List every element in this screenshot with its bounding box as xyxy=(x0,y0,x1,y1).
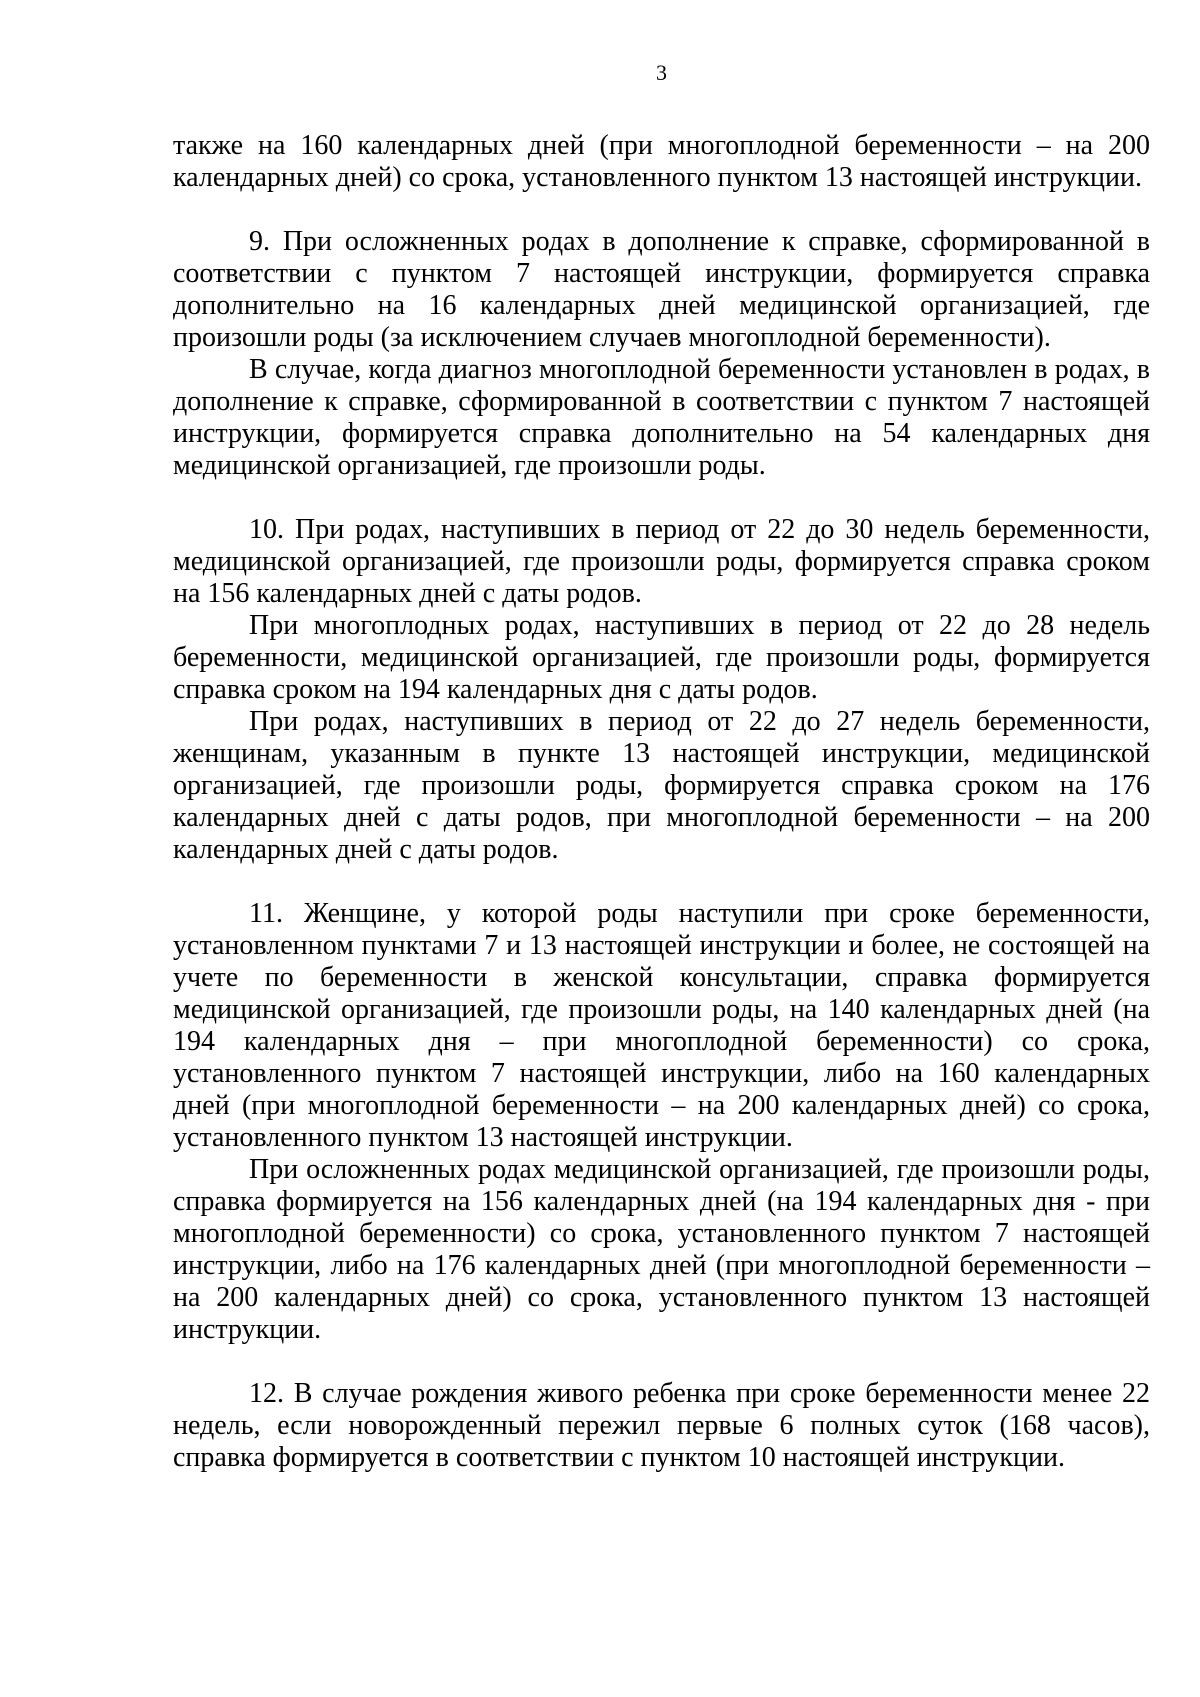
paragraph-item-10-women-item-13: При родах, наступивших в период от 22 до 27 недель беременности, женщинам, указанным в пункте 13 настоящей инструкции, медицинской организацией, где произошли роды, формируется справка сроком на 176 календарных дней с даты родов, при многоплодной беременности – на 200 календарных дней с даты родов. xyxy=(173,706,1150,865)
page-number: 3 xyxy=(656,60,667,85)
paragraph-item-11-complicated-birth: При осложненных родах медицинской организацией, где произошли роды, справка формируется на 156 календарных дней (на 194 календарных дня - при многоплодной беременности) со срока, установленного пунктом 7 настоящей инструкции, либо на 176 календарных дней (при многоплодной беременности – на 200 календарных дней) со срока, установленного пунктом 13 настоящей инструкции. xyxy=(173,1154,1150,1345)
paragraph-continuation: также на 160 календарных дней (при многоплодной беременности – на 200 календарных дней) со срока, установленного пунктом 13 настоящей инструкции. xyxy=(173,130,1150,193)
paragraph-item-9-multiple-pregnancy: В случае, когда диагноз многоплодной беременности установлен в родах, в дополнение к справке, сформированной в соответствии с пунктом 7 настоящей инструкции, формируется справка дополнительно на 54 календарных дня медицинской организацией, где произошли роды. xyxy=(173,354,1150,481)
paragraph-item-11: 11. Женщине, у которой роды наступили при сроке беременности, установленном пунктами 7 и 13 настоящей инструкции и более, не состоящей на учете по беременности в женской консультации, справка формируется медицинской организацией, где произошли роды, на 140 календарных дней (на 194 календарных дня – при многоплодной беременности) со срока, установленного пунктом 7 настоящей инструкции, либо на 160 календарных дней (при многоплодной беременности – на 200 календарных дней) со срока, установленного пунктом 13 настоящей инструкции. xyxy=(173,898,1150,1153)
paragraph-item-9: 9. При осложненных родах в дополнение к справке, сформированной в соответствии с пунктом 7 настоящей инструкции, формируется справка дополнительно на 16 календарных дней медицинской организацией, где произошли роды (за исключением случаев многоплодной беременности). xyxy=(173,226,1150,353)
paragraph-item-10: 10. При родах, наступивших в период от 22 до 30 недель беременности, медицинской организацией, где произошли роды, формируется справка сроком на 156 календарных дней с даты родов. xyxy=(173,514,1150,609)
paragraph-item-10-multiple-birth: При многоплодных родах, наступивших в период от 22 до 28 недель беременности, медицинской организацией, где произошли роды, формируется справка сроком на 194 календарных дня с даты родов. xyxy=(173,610,1150,705)
document-page xyxy=(173,60,1150,1474)
paragraph-item-12: 12. В случае рождения живого ребенка при сроке беременности менее 22 недель, если новорожденный пережил первые 6 полных суток (168 часов), справка формируется в соответствии с пунктом 10 настоящей инструкции. xyxy=(173,1378,1150,1473)
